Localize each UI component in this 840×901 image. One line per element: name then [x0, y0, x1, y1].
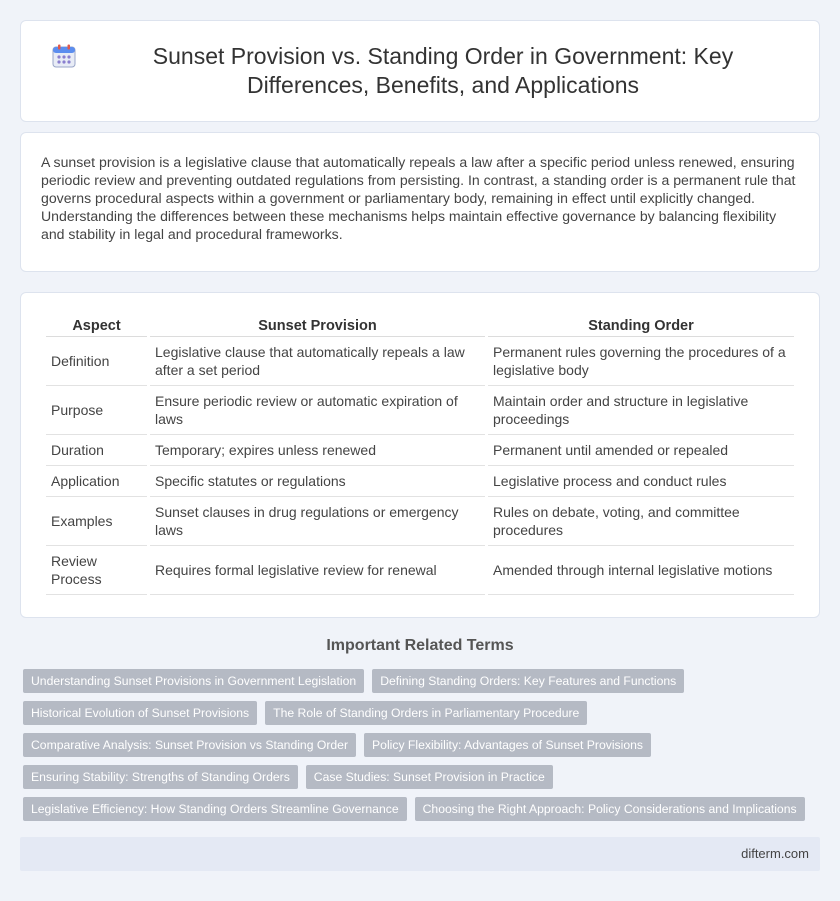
table-row	[46, 466, 794, 497]
row-standing: Permanent until amended or repealed	[488, 435, 794, 466]
related-term-tag[interactable]: Comparative Analysis: Sunset Provision vs Standing Order	[23, 733, 356, 757]
row-sunset: Specific statutes or regulations	[150, 466, 485, 497]
related-term-tag[interactable]: Historical Evolution of Sunset Provisions	[23, 701, 257, 725]
header-card	[20, 20, 820, 122]
related-term-tag[interactable]: Defining Standing Orders: Key Features and Functions	[372, 669, 684, 693]
header-aspect: Aspect	[46, 313, 147, 337]
related-terms-list	[23, 669, 817, 829]
related-term-tag[interactable]: Legislative Efficiency: How Standing Orders Streamline Governance	[23, 797, 407, 821]
row-aspect: Purpose	[46, 386, 147, 435]
related-term-tag[interactable]: Understanding Sunset Provisions in Government Legislation	[23, 669, 364, 693]
row-sunset: Ensure periodic review or automatic expiration of laws	[150, 386, 485, 435]
footer-site-link[interactable]: difterm.com	[741, 846, 809, 861]
table-row	[46, 386, 794, 435]
header-standing-order: Standing Order	[488, 313, 794, 337]
row-aspect: Examples	[46, 497, 147, 546]
row-aspect: Definition	[46, 337, 147, 386]
row-standing: Rules on debate, voting, and committee procedures	[488, 497, 794, 546]
row-standing: Permanent rules governing the procedures of a legislative body	[488, 337, 794, 386]
table-row	[46, 435, 794, 466]
related-term-tag[interactable]: The Role of Standing Orders in Parliamentary Procedure	[265, 701, 587, 725]
related-term-tag[interactable]: Choosing the Right Approach: Policy Considerations and Implications	[415, 797, 805, 821]
row-standing: Legislative process and conduct rules	[488, 466, 794, 497]
table-header-row	[46, 313, 794, 337]
comparison-table	[43, 313, 797, 595]
comparison-table-card	[20, 292, 820, 618]
row-aspect: Review Process	[46, 546, 147, 595]
row-sunset: Legislative clause that automatically repeals a law after a set period	[150, 337, 485, 386]
header-sunset-provision: Sunset Provision	[150, 313, 485, 337]
row-sunset: Requires formal legislative review for renewal	[150, 546, 485, 595]
intro-card	[20, 132, 820, 272]
related-term-tag[interactable]: Policy Flexibility: Advantages of Sunset Provisions	[364, 733, 651, 757]
table-row	[46, 546, 794, 595]
table-row	[46, 337, 794, 386]
row-standing: Maintain order and structure in legislative proceedings	[488, 386, 794, 435]
footer	[20, 837, 820, 871]
row-sunset: Temporary; expires unless renewed	[150, 435, 485, 466]
related-terms-title: Important Related Terms	[326, 637, 514, 654]
intro-paragraph: A sunset provision is a legislative clause that automatically repeals a law after a specific period unless renewed, ensuring periodic review and preventing outdated regulations from persisting. In contrast, a standing order is a permanent rule that governs procedural aspects within a government or parliamentary body, remaining in effect until explicitly changed. Understanding the differences between these mechanisms helps maintain effective governance by balancing flexibility and stability in legal and procedural frameworks.	[41, 154, 796, 242]
related-term-tag[interactable]: Ensuring Stability: Strengths of Standing Orders	[23, 765, 298, 789]
row-sunset: Sunset clauses in drug regulations or emergency laws	[150, 497, 485, 546]
related-term-tag[interactable]: Case Studies: Sunset Provision in Practice	[306, 765, 553, 789]
row-standing: Amended through internal legislative motions	[488, 546, 794, 595]
table-row	[46, 497, 794, 546]
row-aspect: Duration	[46, 435, 147, 466]
title-wrap	[21, 21, 819, 121]
row-aspect: Application	[46, 466, 147, 497]
page-title: Sunset Provision vs. Standing Order in Government: Key Differences, Benefits, and Applications	[152, 43, 734, 98]
calendar-icon	[51, 43, 77, 69]
